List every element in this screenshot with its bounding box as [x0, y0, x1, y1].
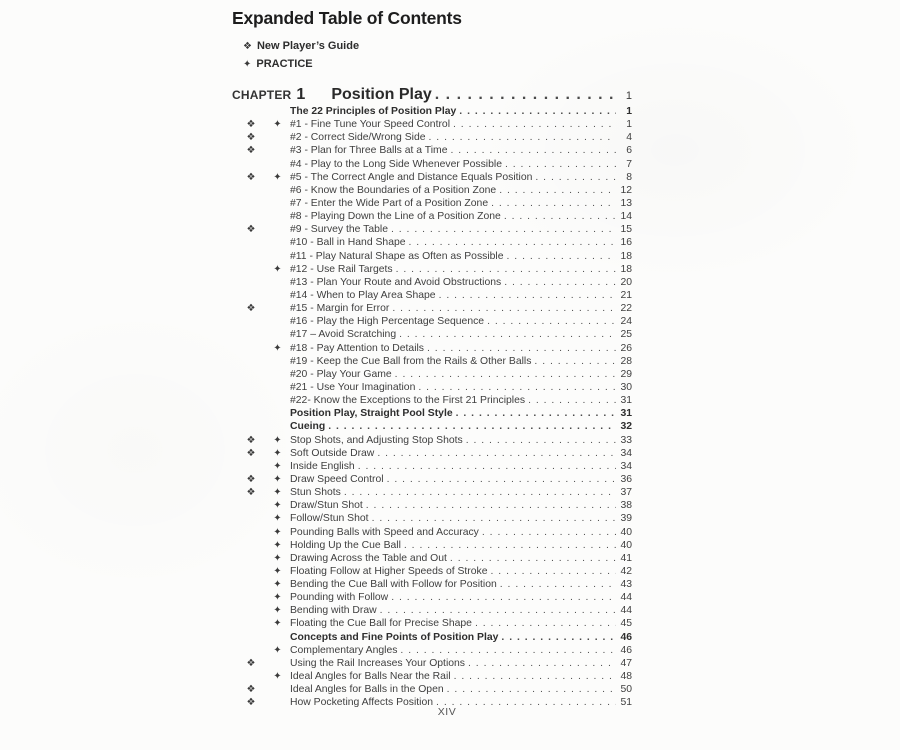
practice-star-icon: ✦ [273, 565, 282, 577]
dot-leader [429, 131, 616, 144]
toc-entry [232, 118, 632, 131]
toc-entry-title: #21 - Use Your Imagination [290, 381, 416, 393]
toc-entry-title: Using the Rail Increases Your Options [290, 657, 466, 669]
dot-leader [535, 171, 616, 184]
toc-entry-title: #17 – Avoid Scratching [290, 329, 397, 341]
toc-entry [232, 512, 632, 525]
practice-star-icon: ✦ [273, 605, 282, 617]
dot-leader [372, 512, 616, 525]
dot-leader [387, 473, 616, 486]
toc-entry-page-number: 40 [620, 539, 632, 551]
dot-leader [459, 105, 616, 118]
dot-leader [491, 197, 616, 210]
practice-star-icon: ✦ [273, 592, 282, 604]
toc-entry [232, 105, 632, 118]
practice-star-icon: ✦ [273, 513, 282, 525]
toc-entry-title: #6 - Know the Boundaries of a Position Zone [290, 184, 497, 196]
toc-entry [232, 342, 632, 355]
page-title: Expanded Table of Contents [232, 8, 462, 28]
dot-leader [501, 631, 616, 644]
toc-entry-page-number: 36 [620, 473, 632, 485]
dot-leader [454, 670, 616, 683]
toc-entry-title: #12 - Use Rail Targets [290, 263, 393, 275]
toc-entry-page-number: 37 [620, 487, 632, 499]
legend-label: PRACTICE [256, 57, 313, 70]
toc-entry-title: #19 - Keep the Cue Ball from the Rails & Other Balls [290, 355, 532, 367]
toc-entry [232, 460, 632, 473]
toc-entry-title: Position Play, Straight Pool Style [290, 408, 453, 420]
toc-entry [232, 236, 632, 249]
toc-entry-page-number: 1 [626, 119, 632, 131]
dot-leader [435, 86, 620, 104]
toc-entry [232, 644, 632, 657]
guide-diamond-icon: ❖ [246, 657, 256, 669]
practice-star-icon: ✦ [273, 671, 282, 683]
toc-entry [232, 552, 632, 565]
chapter-page-number: 1 [625, 90, 632, 102]
toc-entry-page-number: 43 [620, 579, 632, 591]
legend-item-new-player-guide [243, 38, 632, 56]
toc-entry-page-number: 44 [620, 592, 632, 604]
toc-entry-page-number: 34 [620, 447, 632, 459]
toc-entry-title: Stun Shots [290, 487, 341, 499]
guide-diamond-icon: ❖ [246, 224, 256, 236]
guide-diamond-icon: ❖ [246, 171, 256, 183]
toc-entry-title: Soft Outside Draw [290, 447, 375, 459]
toc-entry [232, 670, 632, 683]
practice-star-icon: ✦ [273, 526, 282, 538]
toc-entry-title: Complementary Angles [290, 644, 398, 656]
toc-entry [232, 328, 632, 341]
dot-leader [396, 263, 616, 276]
guide-diamond-icon: ❖ [246, 303, 256, 315]
toc-entry [232, 223, 632, 236]
toc-entry-title: #4 - Play to the Long Side Whenever Possible [290, 158, 502, 170]
toc-entry-page-number: 21 [620, 289, 632, 301]
toc-entry-title: Holding Up the Cue Ball [290, 539, 401, 551]
toc-entry [232, 289, 632, 302]
dot-leader [468, 657, 616, 670]
dot-leader [450, 552, 616, 565]
dot-leader [453, 118, 616, 131]
practice-star-icon: ✦ [273, 447, 282, 459]
chapter-title: Position Play [331, 86, 432, 103]
toc-entry [232, 473, 632, 486]
guide-diamond-icon: ❖ [246, 132, 256, 144]
toc-entry [232, 578, 632, 591]
toc-entry [232, 263, 632, 276]
dot-leader [328, 420, 616, 433]
dot-leader [391, 591, 616, 604]
toc-entry-title: Inside English [290, 460, 355, 472]
toc-entry-page-number: 50 [620, 684, 632, 696]
toc-entry [232, 315, 632, 328]
toc-entry [232, 355, 632, 368]
toc-entry [232, 539, 632, 552]
toc-entry [232, 381, 632, 394]
toc-entry-page-number: 20 [620, 276, 632, 288]
toc-entry-page-number: 46 [620, 644, 632, 656]
toc-entry-title: #18 - Pay Attention to Details [290, 342, 425, 354]
toc-entry-page-number: 14 [620, 211, 632, 223]
guide-diamond-icon: ❖ [246, 434, 256, 446]
dot-leader [391, 223, 616, 236]
toc-entry [232, 210, 632, 223]
toc-entry [232, 499, 632, 512]
toc-entry-title: Floating the Cue Ball for Precise Shape [290, 618, 472, 630]
toc-entry-page-number: 38 [620, 500, 632, 512]
toc-entry-page-number: 26 [620, 342, 632, 354]
toc-entry-page-number: 7 [626, 158, 632, 170]
practice-star-icon: ✦ [273, 487, 282, 499]
dot-leader [504, 210, 616, 223]
toc-entry [232, 526, 632, 539]
dot-leader [500, 578, 616, 591]
toc-entry-title: Draw Speed Control [290, 473, 384, 485]
chapter-number: 1 [296, 86, 306, 103]
toc-entry [232, 434, 632, 447]
toc-entry [232, 447, 632, 460]
toc-entry-title: Pounding Balls with Speed and Accuracy [290, 526, 479, 538]
toc-entry [232, 407, 632, 420]
toc-entry-title: #3 - Plan for Three Balls at a Time [290, 145, 448, 157]
guide-diamond-icon: ❖ [246, 697, 256, 709]
toc-entry-title: #9 - Survey the Table [290, 224, 388, 236]
toc-entry-page-number: 51 [620, 697, 632, 709]
practice-star-icon: ✦ [273, 644, 282, 656]
toc-entry-title: #2 - Correct Side/Wrong Side [290, 132, 426, 144]
toc-entry-page-number: 32 [620, 421, 632, 433]
toc-entry [232, 171, 632, 184]
dot-leader [447, 683, 616, 696]
toc-entry-page-number: 6 [626, 145, 632, 157]
toc-entry-title: How Pocketing Affects Position [290, 697, 434, 709]
dot-leader [400, 644, 616, 657]
dot-leader [499, 184, 616, 197]
dot-leader [456, 407, 616, 420]
toc-entry-page-number: 30 [620, 381, 632, 393]
dot-leader [450, 144, 616, 157]
toc-entry-title: Pounding with Follow [290, 592, 389, 604]
dot-leader [380, 604, 616, 617]
toc-entry [232, 302, 632, 315]
toc-entry-title: Draw/Stun Shot [290, 500, 363, 512]
toc-entry-title: Floating Follow at Higher Speeds of Stroke [290, 565, 488, 577]
chapter-heading [232, 86, 632, 104]
toc-entry [232, 394, 632, 407]
toc-entry [232, 144, 632, 157]
toc-entry-title: The 22 Principles of Position Play [290, 106, 457, 117]
toc-entry-title: Drawing Across the Table and Out [290, 552, 447, 564]
dot-leader [507, 250, 616, 263]
dot-leader [487, 315, 616, 328]
practice-star-icon: ✦ [273, 342, 282, 354]
toc-entry-page-number: 48 [620, 671, 632, 683]
toc-entry-page-number: 29 [620, 368, 632, 380]
toc-entry-title: #15 - Margin for Error [290, 303, 390, 315]
dot-leader [482, 526, 616, 539]
toc-entry-title: #22- Know the Exceptions to the First 21 Principles [290, 395, 526, 407]
guide-diamond-icon: ❖ [246, 473, 256, 485]
toc-page [232, 8, 632, 709]
toc-entry-page-number: 13 [620, 197, 632, 209]
chapter-label: CHAPTER [232, 88, 292, 102]
dot-leader [377, 447, 616, 460]
toc-entry-page-number: 34 [620, 460, 632, 472]
guide-diamond-icon: ❖ [246, 447, 256, 459]
toc-entry-page-number: 18 [620, 250, 632, 262]
toc-entry-title: Stop Shots, and Adjusting Stop Shots [290, 434, 463, 446]
practice-star-icon: ✦ [273, 552, 282, 564]
practice-star-icon: ✦ [273, 579, 282, 591]
toc-entry-title: #20 - Play Your Game [290, 368, 392, 380]
toc-entry-page-number: 24 [620, 316, 632, 328]
toc-entry-title: Bending the Cue Ball with Follow for Position [290, 579, 497, 591]
toc-entry-page-number: 16 [620, 237, 632, 249]
dot-leader [392, 302, 616, 315]
toc-entry-page-number: 46 [620, 631, 632, 643]
toc-entry-page-number: 12 [620, 184, 632, 196]
dot-leader [418, 381, 616, 394]
dot-leader [427, 342, 616, 355]
practice-star-icon: ✦ [243, 58, 252, 70]
toc-entry [232, 368, 632, 381]
toc-entry [232, 420, 632, 433]
dot-leader [528, 394, 616, 407]
toc-entry-page-number: 41 [620, 552, 632, 564]
dot-leader [344, 486, 616, 499]
toc-entry-title: Cueing [290, 421, 326, 433]
toc-entry [232, 486, 632, 499]
dot-leader [358, 460, 616, 473]
page-footer-roman-numeral: XIV [437, 706, 457, 718]
dot-leader [534, 355, 616, 368]
toc-entry-title: Concepts and Fine Points of Position Play [290, 631, 499, 643]
guide-diamond-icon: ❖ [246, 487, 256, 499]
toc-entry-page-number: 39 [620, 513, 632, 525]
guide-diamond-icon: ❖ [246, 145, 256, 157]
toc-list [232, 105, 632, 709]
toc-entry [232, 617, 632, 630]
toc-entry [232, 631, 632, 644]
practice-star-icon: ✦ [273, 460, 282, 472]
dot-leader [439, 289, 616, 302]
practice-star-icon: ✦ [273, 119, 282, 131]
toc-entry-page-number: 22 [620, 303, 632, 315]
toc-entry [232, 197, 632, 210]
practice-star-icon: ✦ [273, 618, 282, 630]
toc-entry [232, 565, 632, 578]
toc-entry-title: #7 - Enter the Wide Part of a Position Zone [290, 197, 489, 209]
toc-entry-page-number: 18 [620, 263, 632, 275]
dot-leader [466, 434, 616, 447]
legend [243, 38, 632, 73]
toc-entry-page-number: 1 [626, 106, 632, 117]
practice-star-icon: ✦ [273, 263, 282, 275]
toc-entry-title: Ideal Angles for Balls Near the Rail [290, 671, 451, 683]
toc-entry-page-number: 8 [626, 171, 632, 183]
toc-entry-page-number: 45 [620, 618, 632, 630]
guide-diamond-icon: ❖ [246, 119, 256, 131]
toc-entry-page-number: 31 [620, 408, 632, 420]
guide-diamond-icon: ❖ [246, 684, 256, 696]
toc-entry [232, 250, 632, 263]
legend-item-practice [243, 56, 632, 74]
practice-star-icon: ✦ [273, 473, 282, 485]
dot-leader [504, 276, 616, 289]
toc-entry-page-number: 47 [620, 657, 632, 669]
dot-leader [491, 565, 616, 578]
dot-leader [409, 236, 616, 249]
toc-entry [232, 131, 632, 144]
practice-star-icon: ✦ [273, 500, 282, 512]
toc-entry [232, 184, 632, 197]
toc-entry-title: #10 - Ball in Hand Shape [290, 237, 406, 249]
toc-entry-page-number: 42 [620, 565, 632, 577]
toc-entry [232, 604, 632, 617]
toc-entry-page-number: 40 [620, 526, 632, 538]
toc-entry-page-number: 25 [620, 329, 632, 341]
toc-entry-title: #1 - Fine Tune Your Speed Control [290, 119, 451, 131]
dot-leader [366, 499, 616, 512]
toc-entry-title: #8 - Playing Down the Line of a Position Zone [290, 211, 501, 223]
practice-star-icon: ✦ [273, 434, 282, 446]
toc-entry-title: #13 - Plan Your Route and Avoid Obstructions [290, 276, 502, 288]
toc-entry [232, 657, 632, 670]
dot-leader [404, 539, 616, 552]
toc-entry-title: Bending with Draw [290, 605, 377, 617]
toc-entry-title: #11 - Play Natural Shape as Often as Possible [290, 250, 504, 262]
toc-entry-title: #5 - The Correct Angle and Distance Equals Position [290, 171, 533, 183]
toc-entry-title: #16 - Play the High Percentage Sequence [290, 316, 485, 328]
toc-entry-title: Follow/Stun Shot [290, 513, 369, 525]
toc-entry-page-number: 15 [620, 224, 632, 236]
toc-entry-page-number: 4 [626, 132, 632, 144]
toc-entry [232, 158, 632, 171]
dot-leader [475, 617, 616, 630]
toc-entry [232, 591, 632, 604]
dot-leader [505, 158, 616, 171]
toc-entry [232, 276, 632, 289]
toc-entry-title: #14 - When to Play Area Shape [290, 289, 436, 301]
toc-entry-page-number: 28 [620, 355, 632, 367]
practice-star-icon: ✦ [273, 171, 282, 183]
dot-leader [399, 328, 616, 341]
toc-entry-page-number: 44 [620, 605, 632, 617]
toc-entry-page-number: 33 [620, 434, 632, 446]
practice-star-icon: ✦ [273, 539, 282, 551]
new-player-guide-diamond-icon: ❖ [243, 41, 252, 52]
toc-entry [232, 683, 632, 696]
dot-leader [395, 368, 616, 381]
toc-entry-title: Ideal Angles for Balls in the Open [290, 684, 444, 696]
legend-label: New Player’s Guide [256, 40, 360, 52]
toc-entry-page-number: 31 [620, 395, 632, 407]
